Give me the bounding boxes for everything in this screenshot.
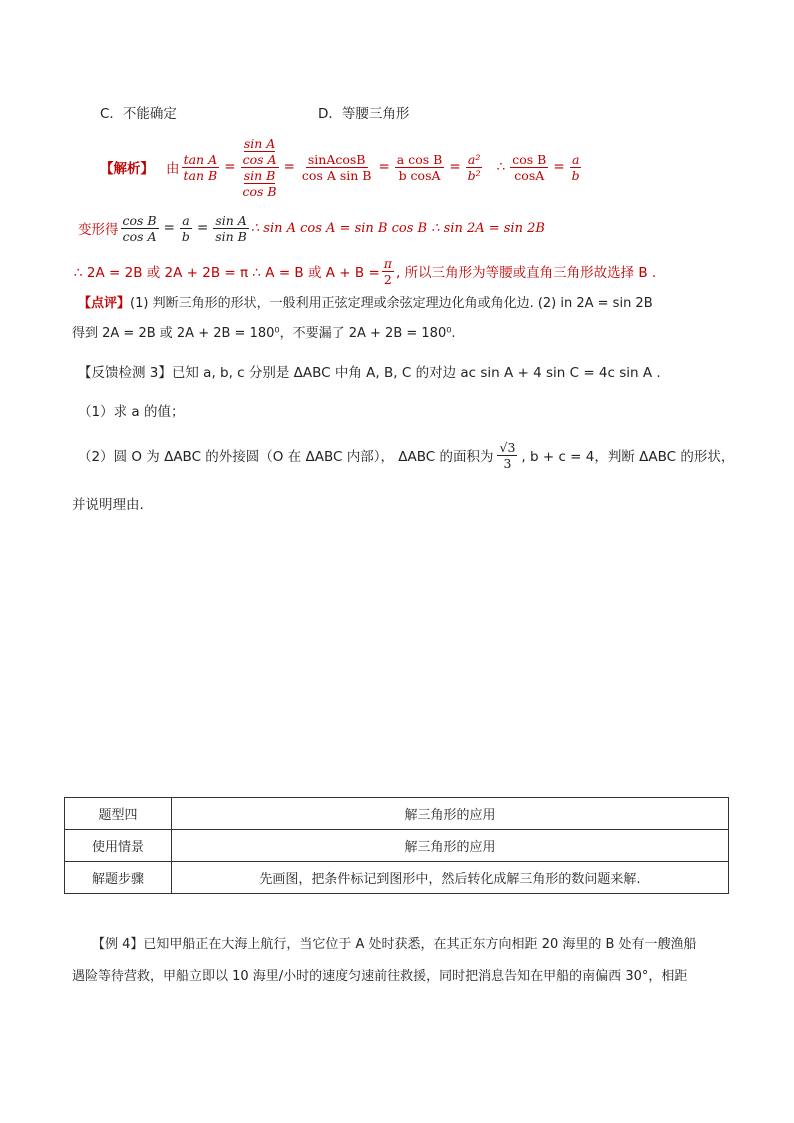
conclusion-line	[74, 251, 656, 291]
conclusion-part2: , 所以三角形为等腰或直角三角形故选择 B .	[395, 265, 657, 281]
feedback-q1: （1）求 a 的值；	[78, 404, 185, 420]
feedback-q2c: 并说明理由.	[72, 497, 144, 513]
analysis-lead: 由	[166, 161, 180, 177]
fraction-acos: $\frac{\text{a cos B}}{\text{b cosA}}$	[396, 151, 443, 183]
fraction-tan: $\frac{\text{tan A}}{\text{tan B}}$	[183, 151, 218, 183]
example-line-1: 【例 4】已知甲船正在大海上航行，当它位于 A 处时获悉，在其正东方向相距 20 海里的 B 处有一艘渔船	[92, 937, 697, 952]
example-line-2: 遇险等待营救，甲船立即以 10 海里/小时的速度匀速前往救援，同时把消息告知在甲船的南偏西 30°，相距	[72, 969, 688, 984]
fraction-sinA-sinB: $\frac{\text{sin A}}{\text{sin B}}$	[215, 212, 247, 244]
fraction-sqrt3-over-3: $\frac{√3}{3}$	[499, 439, 516, 471]
transform-lead: 变形得	[78, 222, 119, 238]
table-row	[65, 798, 729, 830]
table-cell-label: 题型四	[65, 798, 172, 830]
table-cell-label: 解题步骤	[65, 862, 172, 894]
fraction-compound: sin A cos A sin B cos B	[242, 135, 277, 199]
fraction-a-b: $\frac{a}{b}$	[571, 151, 580, 183]
feedback-q2b: , b + c = 4，判断 ΔABC 的形状，	[521, 449, 735, 465]
analysis-line: 【解析】 由 $\frac{\text{tan A}}{\text{tan B}}$ = sin A cos A sin B cos B = $\frac{\text{sinAcosB}}{\text{cos A sin B}}$ = $\frac{\text{a cos B}}{\text{b cosA}}$ = $\frac{\text{a²}}{\text{b²}}$ ∴ $\frac{\text{cos B}}{\cos A}$ = $\frac{a}{b}$	[100, 135, 580, 199]
option-c: C．不能确定	[100, 106, 177, 122]
comment-line-1	[78, 292, 653, 311]
fraction-cos-ratio: $\frac{\text{cos B}}{\cos A}$	[512, 151, 547, 183]
feedback-q2a: （2）圆 O 为 ΔABC 的外接圆（O 在 ΔABC 内部）， ΔABC 的面积为	[78, 449, 494, 465]
option-d: D．等腰三角形	[318, 106, 410, 122]
table-cell-value: 解三角形的应用	[172, 830, 729, 862]
transform-tail: ∴ sin A cos A = sin B cos B ∴ sin 2A = sin 2B	[250, 220, 545, 236]
table-cell-value: 解三角形的应用	[172, 798, 729, 830]
fraction-sincos: $\frac{\text{sinAcosB}}{\text{cos A sin B}}$	[301, 151, 372, 183]
fraction-a-over-b: $\frac{a}{b}$	[181, 212, 190, 244]
table-cell-label: 使用情景	[65, 830, 172, 862]
comment-text-1: (1) 判断三角形的形状，一般利用正弦定理或余弦定理边化角或角化边. (2) in 2A = sin 2B	[130, 296, 653, 311]
transform-line: 变形得 $\frac{\text{cos B}}{\text{cos A}}$ = $\frac{a}{b}$ = $\frac{\text{sin A}}{\text{sin B}}$ ∴ sin A cos A = sin B cos B ∴ sin 2A = sin 2B	[78, 212, 545, 244]
comment-line-2: 得到 2A = 2B 或 2A + 2B = 180⁰，不要漏了 2A + 2B = 180⁰.	[72, 326, 456, 341]
fraction-squares: $\frac{\text{a²}}{\text{b²}}$	[467, 151, 481, 183]
comment-label: 【点评】	[78, 296, 131, 311]
fraction-cosB-cosA: $\frac{\text{cos B}}{\text{cos A}}$	[122, 212, 157, 244]
fraction-pi-over-2: $\frac{\pi}{2}$	[383, 255, 392, 287]
therefore-symbol: ∴	[496, 159, 506, 175]
table-cell-value: 先画图，把条件标记到图形中，然后转化成解三角形的数问题来解.	[172, 862, 729, 894]
conclusion-part1: ∴ 2A = 2B 或 2A + 2B = π ∴ A = B 或 A + B =	[74, 265, 380, 281]
table-row	[65, 862, 729, 894]
feedback-q2-line	[78, 434, 734, 476]
problem-type-table	[64, 797, 729, 894]
analysis-label: 【解析】	[100, 161, 154, 177]
feedback-title: 【反馈检测 3】已知 a, b, c 分别是 ΔABC 中角 A, B, C 的对边 ac sin A + 4 sin C = 4c sin A .	[78, 365, 661, 381]
table-row	[65, 830, 729, 862]
